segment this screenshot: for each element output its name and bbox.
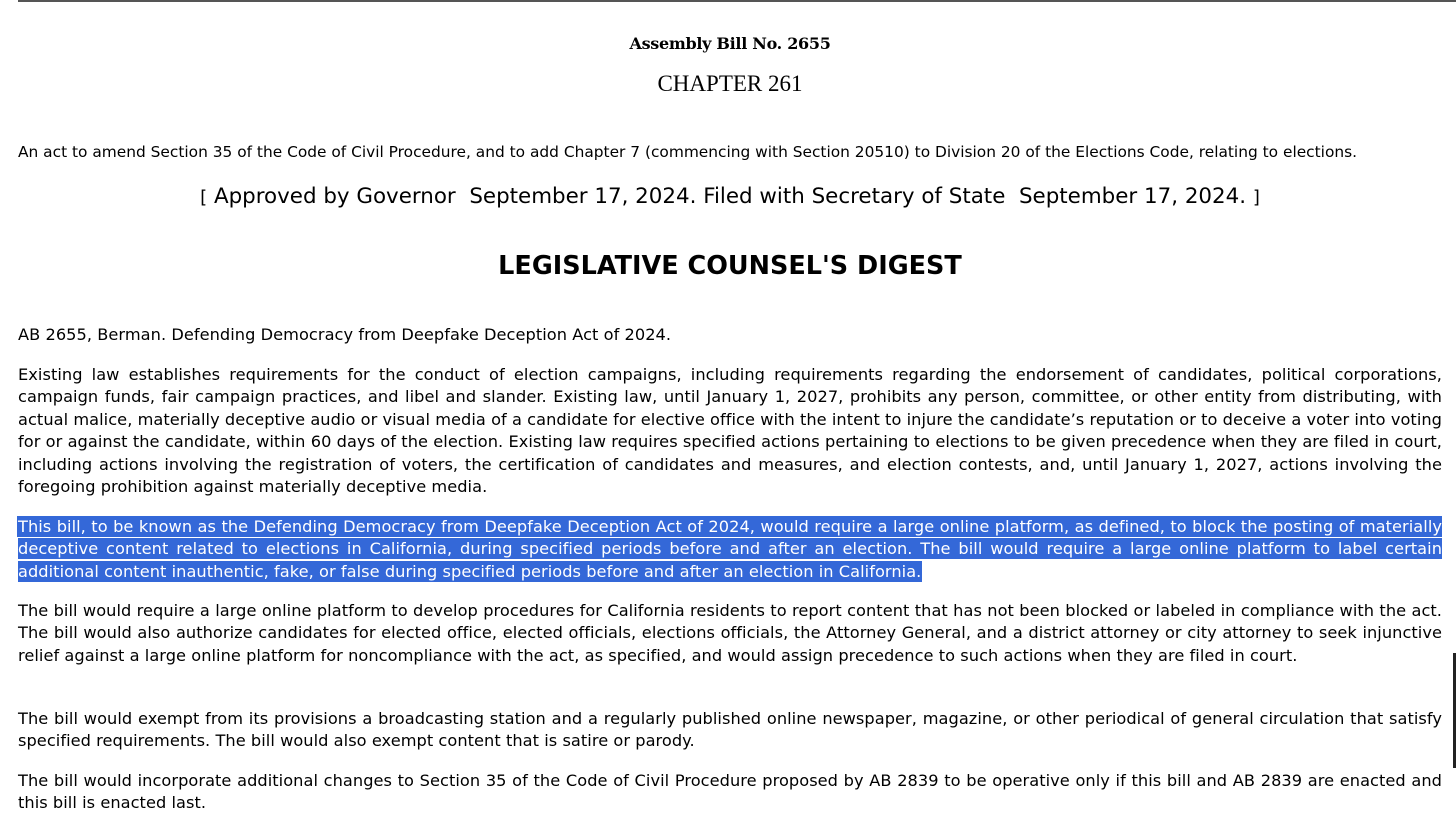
digest-heading: LEGISLATIVE COUNSEL'S DIGEST xyxy=(498,251,962,281)
approved-label: Approved by Governor xyxy=(213,184,456,209)
open-bracket: [ xyxy=(200,187,208,208)
top-divider xyxy=(18,0,1456,2)
filed-date: September 17, 2024. xyxy=(1018,184,1247,209)
chapter-title: CHAPTER 261 xyxy=(657,71,803,96)
approval-line xyxy=(18,183,1442,212)
close-bracket: ] xyxy=(1252,187,1260,208)
bill-number: Assembly Bill No. 2655 xyxy=(629,34,831,53)
digest-summary: AB 2655, Berman. Defending Democracy from Deepfake Deception Act of 2024. xyxy=(18,325,672,344)
digest-paragraph-existing-law: Existing law establishes requirements for the conduct of election campaigns, including requirements regarding the endorsement of candidates, political corporations, campaign funds, fair campaign practices, and libel and slander. Existing law, until January 1, 2027, prohibits any person, committee, or other entity from distributing, with actual malice, materially deceptive audio or visual media of a candidate for elective office with the intent to injure the candidate’s reputation or to deceive a voter into voting for or against the candidate, within 60 days of the election. Existing law requires specified actions pertaining to elections to be given precedence when they are filed in court, including actions involving the registration of voters, the certification of candidates and measures, and election contests, and, until January 1, 2027, actions involving the foregoing prohibition against materially deceptive media. xyxy=(18,365,1442,497)
digest-paragraph-incorporation: The bill would incorporate additional changes to Section 35 of the Code of Civil Procedure proposed by AB 2839 to be operative only if this bill and AB 2839 are enacted and this bill is enacted last. xyxy=(18,771,1442,813)
selected-text: This bill, to be known as the Defending Democracy from Deepfake Deception Act of 2024, would require a large online platform, as defined, to block the posting of materially deceptive content related to elections in California, during specified periods before and after an election. The bill would require a large online platform to label certain additional content inauthentic, fake, or false during specified periods before and after an election in California. xyxy=(18,517,1442,581)
approved-date: September 17, 2024. xyxy=(469,184,697,209)
filed-label: Filed with Secretary of State xyxy=(703,184,1006,209)
digest-paragraph-procedures: The bill would require a large online platform to develop procedures for California residents to report content that has not been blocked or labeled in compliance with the act. The bill would also authorize candidates for elected office, elected officials, elections officials, the Attorney General, and a district attorney or city attorney to seek injunctive relief against a large online platform for noncompliance with the act, as specified, and would assign precedence to such actions when they are filed in court. xyxy=(18,601,1442,665)
digest-paragraph-exemptions: The bill would exempt from its provisions a broadcasting station and a regularly published online newspaper, magazine, or other periodical of general circulation that satisfy specified requirements. The bill would also exempt content that is satire or parody. xyxy=(18,709,1442,751)
digest-paragraph-selected xyxy=(18,516,1442,583)
act-title: An act to amend Section 35 of the Code of Civil Procedure, and to add Chapter 7 (commencing with Section 20510) to Division 20 of the Elections Code, relating to elections. xyxy=(18,143,1358,161)
